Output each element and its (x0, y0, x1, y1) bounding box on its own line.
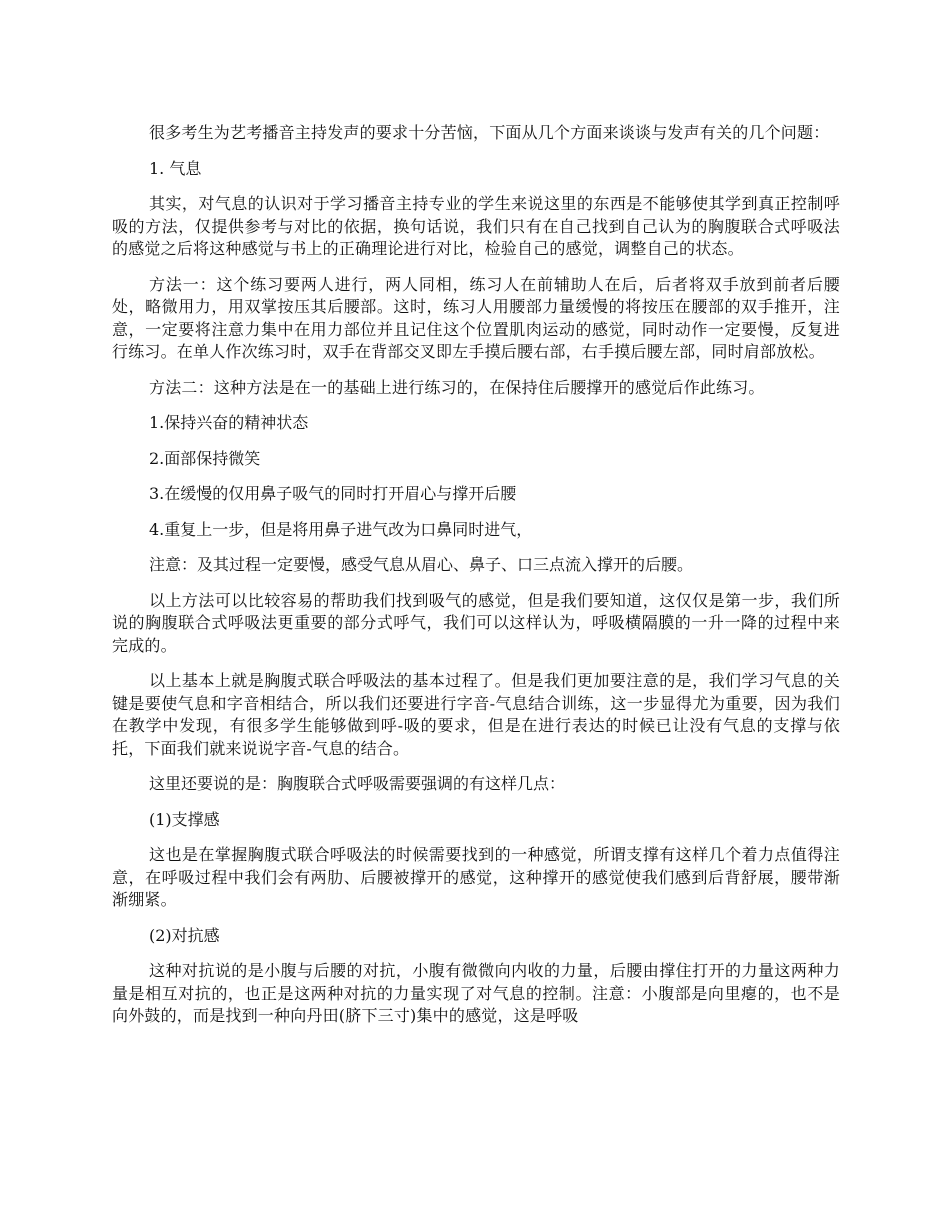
paragraph-method-two: 方法二：这种方法是在一的基础上进行练习的，在保持住后腰撑开的感觉后作此练习。 (149, 377, 765, 397)
subheading-support: (1)支撑感 (149, 809, 220, 829)
paragraph-support: 这也是在掌握胸腹式联合呼吸法的时候需要找到的一种感觉，所谓支撑有这样几个着力点值得注意，在呼吸过程中我们会有两肋、后腰被撑开的感觉，这种撑开的感觉使我们感到后背舒展，腰带渐渐绷紧。 (112, 845, 840, 909)
paragraph-intro: 很多考生为艺考播音主持发声的要求十分苦恼，下面从几个方面来谈谈与发声有关的几个问题： (149, 123, 830, 142)
list-item-step-4: 4.重复上一步，但是将用鼻子进气改为口鼻同时进气， (149, 519, 533, 539)
list-item-step-3: 3.在缓慢的仅用鼻子吸气的同时打开眉心与撑开后腰 (149, 484, 517, 503)
list-item-step-2: 2.面部保持微笑 (149, 448, 261, 468)
paragraph-key-points: 这里还要说的是：胸腹联合式呼吸需要强调的有这样几点： (149, 774, 566, 793)
paragraph-breath-understanding: 其实，对气息的认识对于学习播音主持专业的学生来说这里的东西是不能够使其学到真正控制呼吸的方法，仅提供参考与对比的依据，换句话说，我们只有在自己找到自己认为的胸腹联合式呼吸法的感觉之后将这种感觉与书上的正确理论进行对比，检验自己的感觉，调整自己的状态。 (112, 194, 840, 258)
document-page (112, 122, 840, 1041)
section-heading-breath: 1. 气息 (149, 158, 202, 178)
paragraph-resistance: 这种对抗说的是小腹与后腰的对抗，小腹有微微向内收的力量，后腰由撑住打开的力量这两种力量是相互对抗的，也正是这两种对抗的力量实现了对气息的控制。注意：小腹部是向里瘪的，也不是向外鼓的，而是找到一种向丹田(脐下三寸)集中的感觉，这是呼吸 (112, 961, 840, 1025)
note-slow-process: 注意：及其过程一定要慢，感受气息从眉心、鼻子、口三点流入撑开的后腰。 (149, 555, 694, 574)
paragraph-method-one: 方法一：这个练习要两人进行，两人同相，练习人在前辅助人在后，后者将双手放到前者后腰处，略微用力，用双掌按压其后腰部。这时，练习人用腰部力量缓慢的将按压在腰部的双手推开，注意，一定要将注意力集中在用力部位并且记住这个位置肌肉运动的感觉，同时动作一定要慢，反复进行练习。在单人作次练习时，双手在背部交叉即左手摸后腰右部，右手摸后腰左部，同时肩部放松。 (112, 274, 840, 361)
paragraph-breath-syllable: 以上基本上就是胸腹式联合呼吸法的基本过程了。但是我们更加要注意的是，我们学习气息的关键是要使气息和字音相结合，所以我们还要进行字音-气息结合训练，这一步显得尤为重要，因为我们在教学中发现，有很多学生能够做到呼-吸的要求，但是在进行表达的时候已让没有气息的支撑与依托，下面我们就来说说字音-气息的结合。 (112, 671, 840, 758)
subheading-resistance: (2)对抗感 (149, 925, 220, 945)
list-item-step-1: 1.保持兴奋的精神状态 (149, 413, 309, 432)
paragraph-exhale: 以上方法可以比较容易的帮助我们找到吸气的感觉，但是我们要知道，这仅仅是第一步，我们所说的胸腹联合式呼吸法更重要的部分式呼气，我们可以这样认为，呼吸横隔膜的一升一降的过程中来完成的。 (112, 590, 840, 655)
